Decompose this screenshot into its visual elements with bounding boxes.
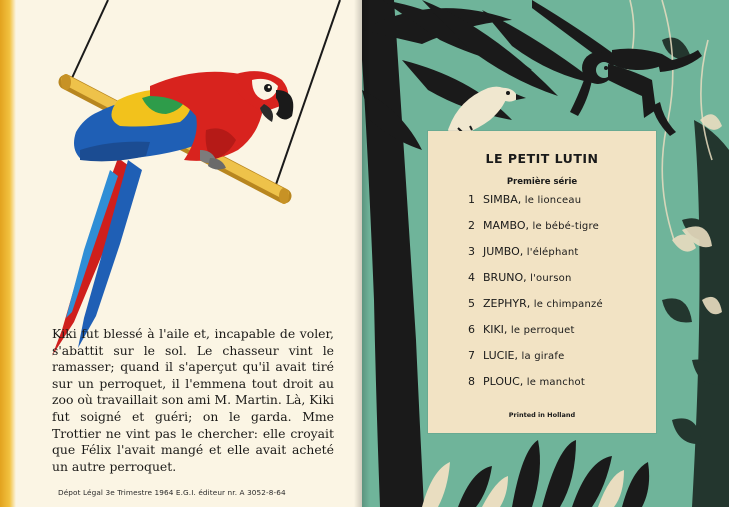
legal-notice: Dépot Légal 3e Trimestre 1964 E.G.I. éditeur nr. A 3052-8-64	[58, 488, 286, 497]
book-description: le perroquet	[510, 325, 575, 336]
book-description: l'ourson	[530, 273, 572, 284]
list-item	[428, 375, 656, 401]
book-name: KIKI,	[483, 323, 508, 336]
book-name: PLOUC,	[483, 375, 524, 388]
book-title	[483, 375, 585, 388]
list-item	[428, 219, 656, 245]
list-item	[428, 245, 656, 271]
series-subtitle: Première série	[506, 177, 578, 187]
parrot-illustration	[0, 0, 362, 360]
book-description: la girafe	[521, 351, 565, 362]
book-name: JUMBO,	[483, 245, 524, 258]
book-title	[483, 271, 572, 284]
book-number: 7	[468, 349, 475, 362]
book-description: le lionceau	[524, 195, 582, 206]
right-page	[362, 0, 729, 507]
book-title	[483, 245, 578, 258]
book-gutter	[354, 0, 370, 507]
list-item	[428, 323, 656, 349]
book-description: le manchot	[526, 377, 585, 388]
palm-fronds	[362, 0, 622, 150]
story-text: Kiki fut blessé à l'aile et, incapable de voler, s'abattit sur le sol. Le chasseur vint le ramasser; quand il s'aperçut qu'il avait tiré sur un perroquet, il l'emmena tout droit au zoo où travaillait son ami M. Martin. Là, Kiki fut soigné et guéri; on le garda. Mme Trottier ne vint pas le chercher: elle croyait que Félix l'avait mangé et elle avait acheté un autre perroquet.	[52, 326, 334, 474]
book-name: SIMBA,	[483, 193, 522, 206]
list-item	[428, 297, 656, 323]
book-number: 4	[468, 271, 475, 284]
list-item	[428, 193, 656, 219]
book-name: BRUNO,	[483, 271, 527, 284]
book-title	[483, 297, 603, 310]
list-item	[428, 349, 656, 375]
list-item	[428, 271, 656, 297]
monkey	[570, 49, 702, 136]
book-number: 1	[468, 193, 475, 206]
book-number: 3	[468, 245, 475, 258]
book-name: LUCIE,	[483, 349, 519, 362]
book-description: le bébé-tigre	[532, 221, 599, 232]
book-name: ZEPHYR,	[483, 297, 531, 310]
book-title	[483, 349, 564, 362]
book-title	[483, 193, 581, 206]
book-title	[483, 219, 599, 232]
tree-trunk-left	[362, 0, 424, 507]
book-list	[428, 193, 656, 401]
left-page	[0, 0, 362, 507]
series-title: LE PETIT LUTIN	[485, 151, 599, 166]
book-number: 2	[468, 219, 475, 232]
book-title	[483, 323, 575, 336]
book-number: 8	[468, 375, 475, 388]
book-number: 6	[468, 323, 475, 336]
swing-string-left	[72, 0, 108, 78]
book-name: MAMBO,	[483, 219, 530, 232]
book-number: 5	[468, 297, 475, 310]
book-description: le chimpanzé	[533, 299, 603, 310]
book-description: l'éléphant	[526, 247, 579, 258]
series-card	[428, 131, 656, 433]
tree-trunk-right	[692, 120, 729, 507]
printed-in-notice: Printed in Holland	[508, 411, 576, 419]
